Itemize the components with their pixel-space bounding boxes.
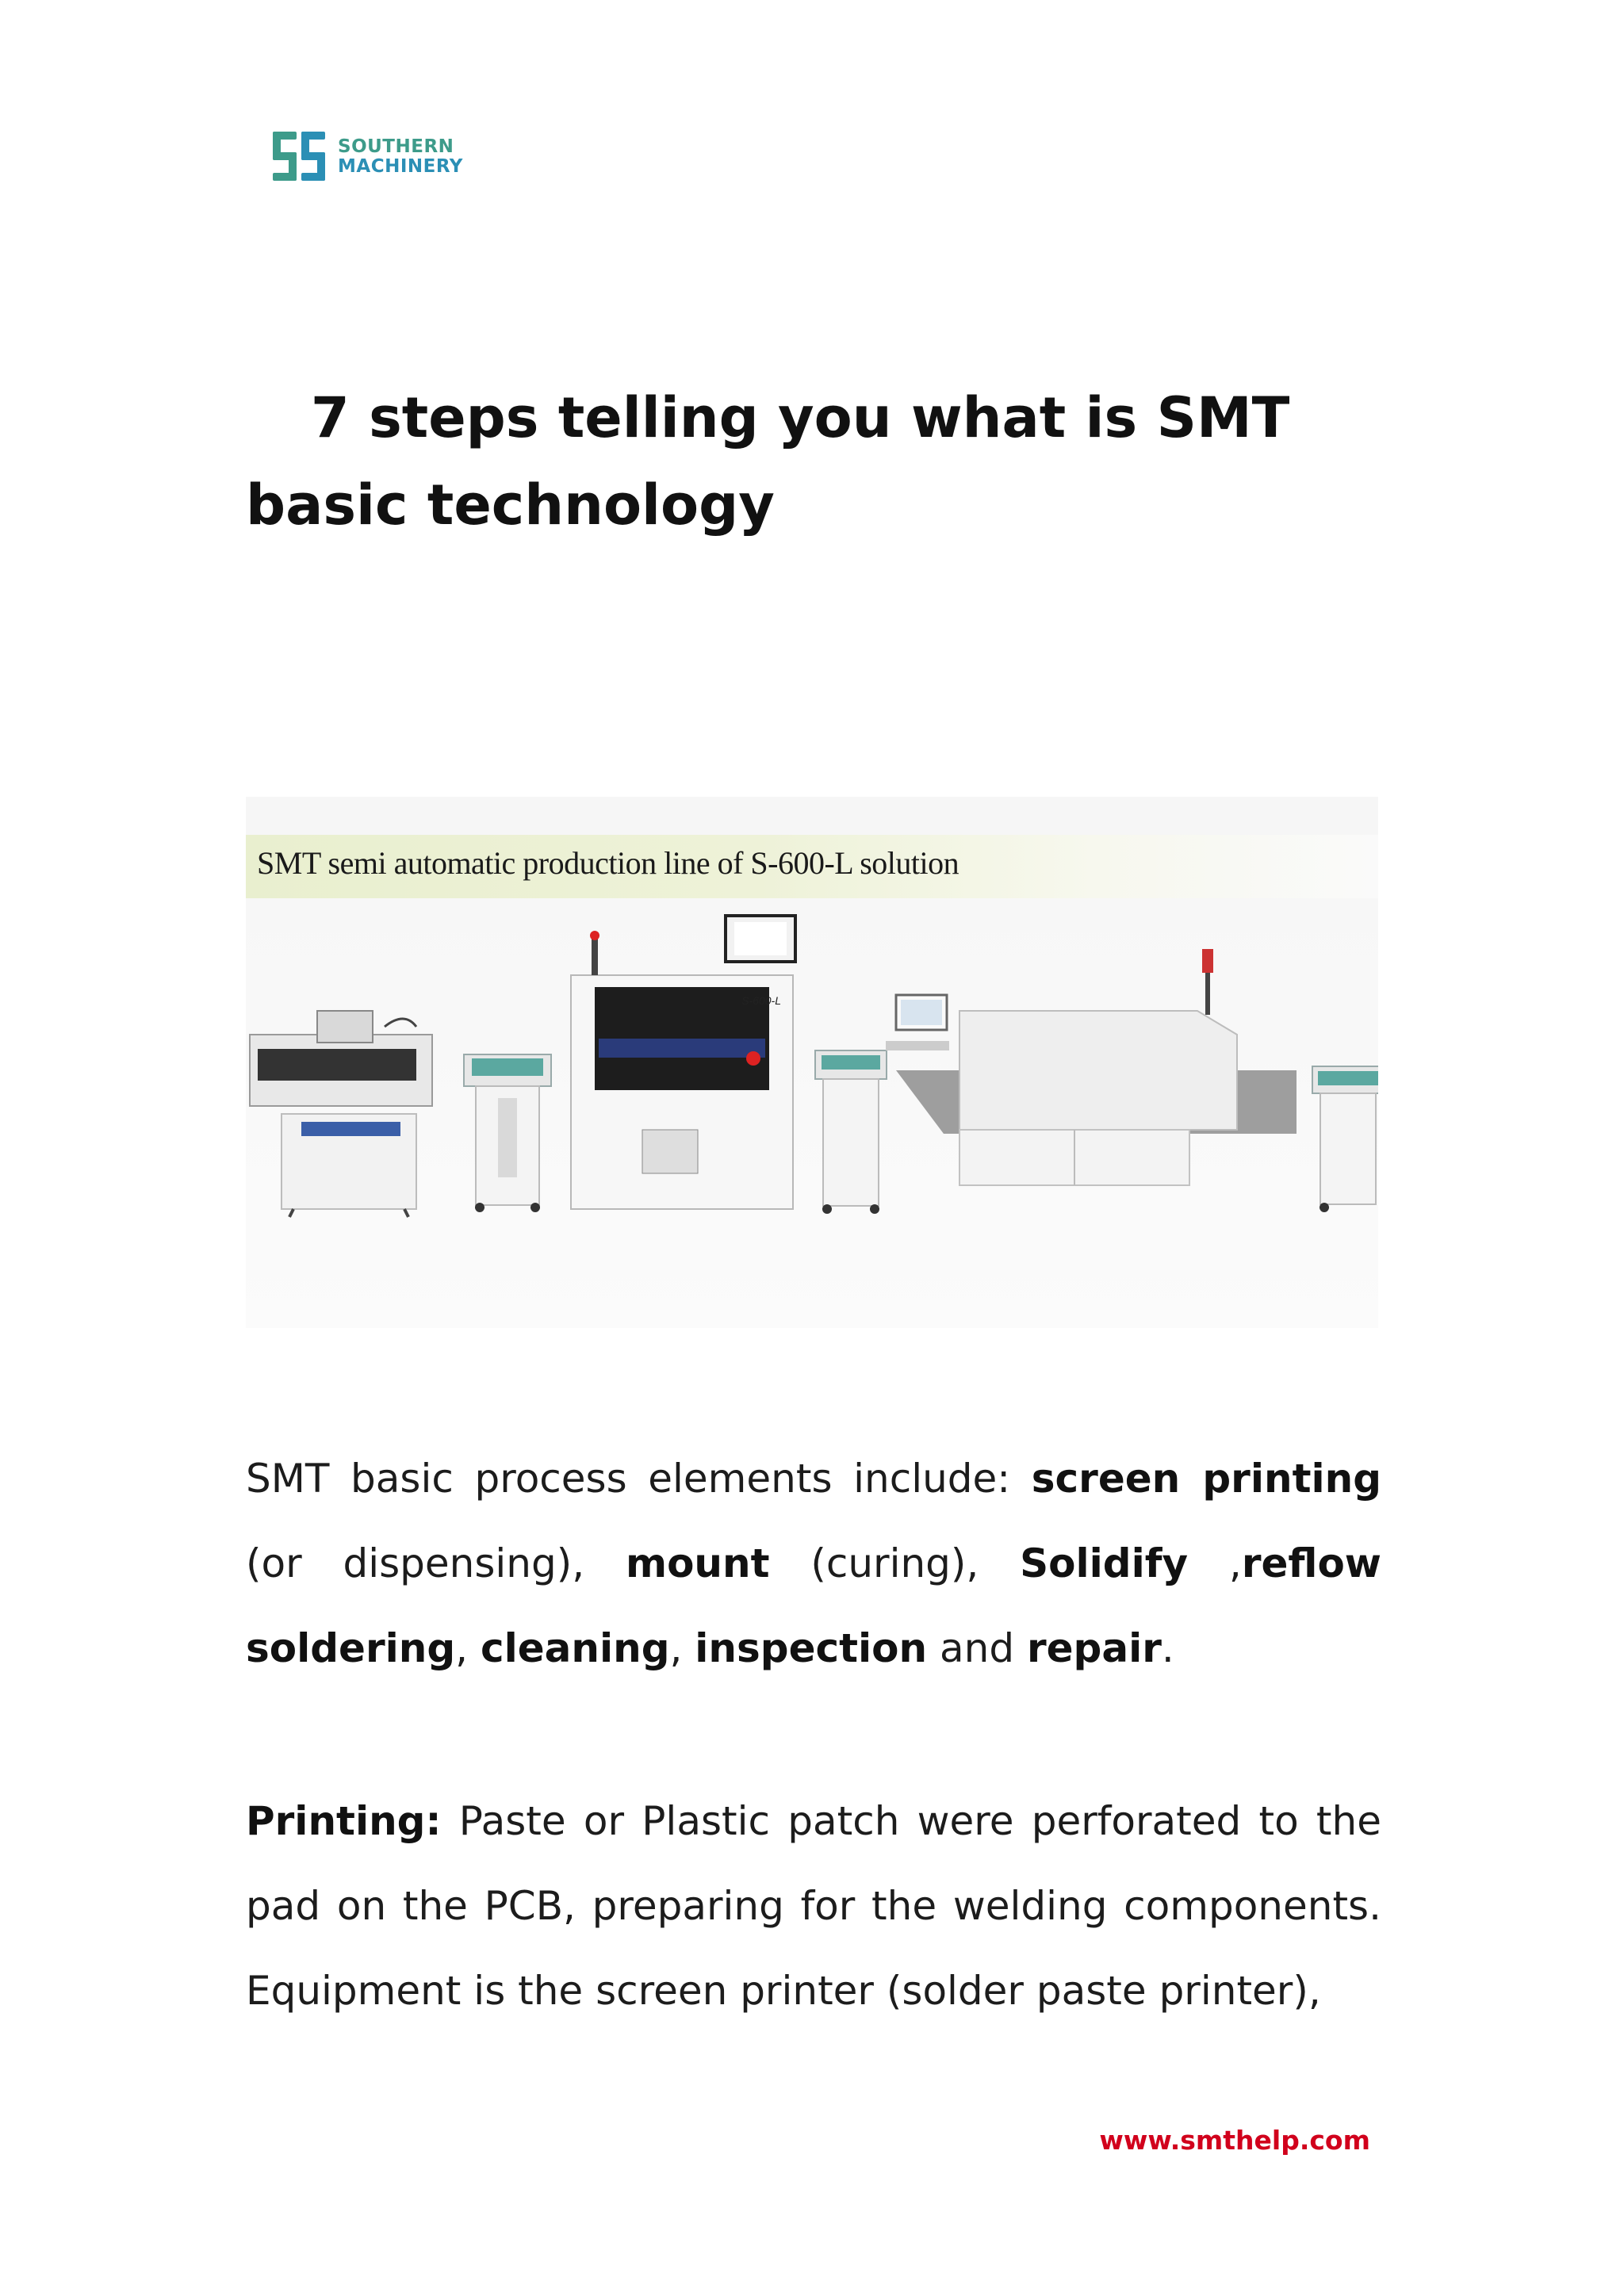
reflow-oven-icon [886, 949, 1297, 1185]
conveyor-icon [464, 1054, 551, 1212]
logo-line-1: SOUTHERN [338, 136, 454, 157]
conveyor-icon [1312, 1066, 1378, 1212]
company-logo [270, 127, 463, 187]
printing-label: Printing: [246, 1798, 442, 1844]
term-screen-printing: screen printing [1031, 1456, 1381, 1502]
text-segment: , [455, 1625, 481, 1671]
production-line-illustration [246, 797, 1378, 1328]
logo-line-2: MACHINERY [338, 156, 463, 177]
term-reflow-soldering: reflow soldering [246, 1540, 1381, 1671]
term-inspection: inspection [695, 1625, 928, 1671]
machine-model-label: S-600-L [741, 994, 781, 1007]
text-segment: (curing), [769, 1540, 1021, 1586]
intro-paragraph [246, 1437, 1381, 1691]
text-segment: , [669, 1625, 695, 1671]
term-repair: repair [1026, 1625, 1162, 1671]
pick-and-place-machine-icon [571, 916, 795, 1209]
text-segment: , [1188, 1540, 1242, 1586]
term-mount: mount [625, 1540, 770, 1586]
conveyor-icon [815, 1050, 887, 1214]
printing-paragraph [246, 1779, 1381, 2034]
text-segment: (or dispensing), [246, 1540, 626, 1586]
term-solidify: Solidify [1020, 1540, 1189, 1586]
text-segment: . [1161, 1625, 1174, 1671]
production-line-image [246, 797, 1378, 1328]
website-link[interactable]: www.smthelp.com [1099, 2125, 1370, 2156]
logo-wordmark [338, 137, 463, 177]
text-segment: and [927, 1625, 1027, 1671]
page-title: 7 steps telling you what is SMT basic technology [246, 385, 1290, 538]
text-segment: SMT basic process elements include: [246, 1456, 1032, 1502]
printing-text: Paste or Plastic patch were perforated to the pad on the PCB, preparing for the welding components. Equipment is the screen printer (solder paste printer), [246, 1798, 1381, 2014]
term-cleaning: cleaning [480, 1625, 670, 1671]
image-caption: SMT semi automatic production line of S-600-L solution [257, 845, 959, 881]
screen-printer-icon [250, 1011, 432, 1217]
southern-machinery-logo-icon [270, 127, 330, 187]
